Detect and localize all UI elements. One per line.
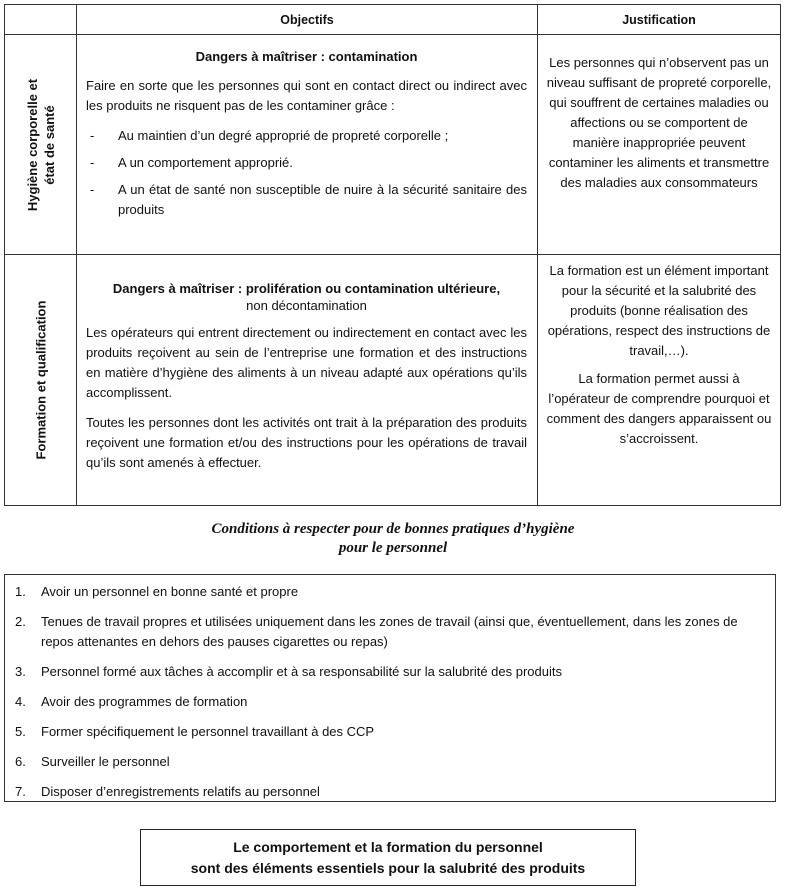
row-label-line2: état de santé — [41, 104, 57, 185]
bullet-item: - A un état de santé non susceptible de nuire à la sécurité sanitaire des produits — [90, 182, 527, 217]
justification-cell — [538, 35, 781, 255]
key-message-box — [140, 829, 636, 886]
row-label-line1: Formation et qualification — [33, 300, 48, 460]
objective-subtitle: non décontamination — [246, 298, 367, 313]
objective-paragraph: Toutes les personnes dont les activités ont trait à la préparation des produits reçoivent une formation et/ou des instructions pour les opérations de travail qu’ils sont amenés à effectuer. — [86, 415, 527, 470]
justification-text: Les personnes qui n’observent pas un niveau suffisant de propreté corporelle, qui souffrent de certaines maladies ou affections ou se comportent de manière inappropriée peuvent contaminer les aliments et transmettre des maladies aux consommateurs — [546, 55, 772, 190]
table-row-hygiene — [5, 35, 781, 255]
header-justification: Justification — [538, 5, 781, 35]
table-header-row — [5, 5, 781, 35]
justification-cell — [538, 255, 781, 506]
justification-text: La formation est un élément important pour la sécurité et la salubrité des produits (bonne réalisation des opérations, respect des instructions de travail,…). — [547, 263, 771, 358]
row-label-hygiene — [5, 35, 77, 255]
hygiene-table — [4, 4, 781, 506]
list-item: 1. Avoir un personnel en bonne santé et propre — [15, 584, 299, 599]
objective-paragraph: Les opérateurs qui entrent directement ou indirectement en contact avec les produits reçoivent au sein de l’entreprise une formation et des instructions en matière d’hygiène des aliments à un niveau adapté aux opérations qu’ils accomplissent. — [86, 325, 527, 400]
row-label-formation — [5, 255, 77, 506]
key-message-line1: Le comportement et la formation du personnel — [233, 838, 543, 855]
objective-title: Dangers à maîtriser : prolifération ou contamination ultérieure, — [112, 281, 501, 296]
justification-text: La formation permet aussi à l’opérateur de comprendre pourquoi et comment des dangers apparaissent ou s’accroissent. — [546, 371, 772, 446]
list-item: 3. Personnel formé aux tâches à accomplir et à sa responsabilité sur la salubrité des produits — [15, 664, 562, 679]
objective-cell — [77, 35, 538, 255]
objective-bullets — [86, 126, 527, 220]
objective-intro: Faire en sorte que les personnes qui sont en contact direct ou indirect avec les produits ne risquent pas de les contaminer grâce : — [86, 78, 527, 113]
bullet-item: - Au maintien d’un degré approprié de propreté corporelle ; — [90, 128, 449, 143]
list-item: 6. Surveiller le personnel — [15, 754, 170, 769]
list-item: 2. Tenues de travail propres et utilisées uniquement dans les zones de travail (ainsi que, éventuellement, dans les zones de repos attenantes en dehors des pauses cigarettes ou repas) — [15, 614, 738, 649]
objective-title: Dangers à maîtriser : contamination — [195, 49, 418, 64]
bullet-item: - A un comportement approprié. — [90, 155, 293, 170]
key-message-line2: sont des éléments essentiels pour la salubrité des produits — [190, 859, 586, 876]
header-objectifs: Objectifs — [77, 5, 538, 35]
list-item: 4. Avoir des programmes de formation — [15, 694, 248, 709]
list-item: 5. Former spécifiquement le personnel travaillant à des CCP — [15, 724, 375, 739]
conditions-title: Conditions à respecter pour de bonnes pratiques d’hygiène pour le personnel — [211, 521, 575, 556]
list-item: 7. Disposer d’enregistrements relatifs au personnel — [15, 784, 320, 799]
corner-cell — [5, 5, 77, 35]
row-label-line1: Hygiène corporelle et — [24, 78, 40, 211]
objective-cell — [77, 255, 538, 506]
table-row-formation — [5, 255, 781, 506]
conditions-box — [4, 574, 776, 802]
conditions-list — [13, 582, 767, 802]
